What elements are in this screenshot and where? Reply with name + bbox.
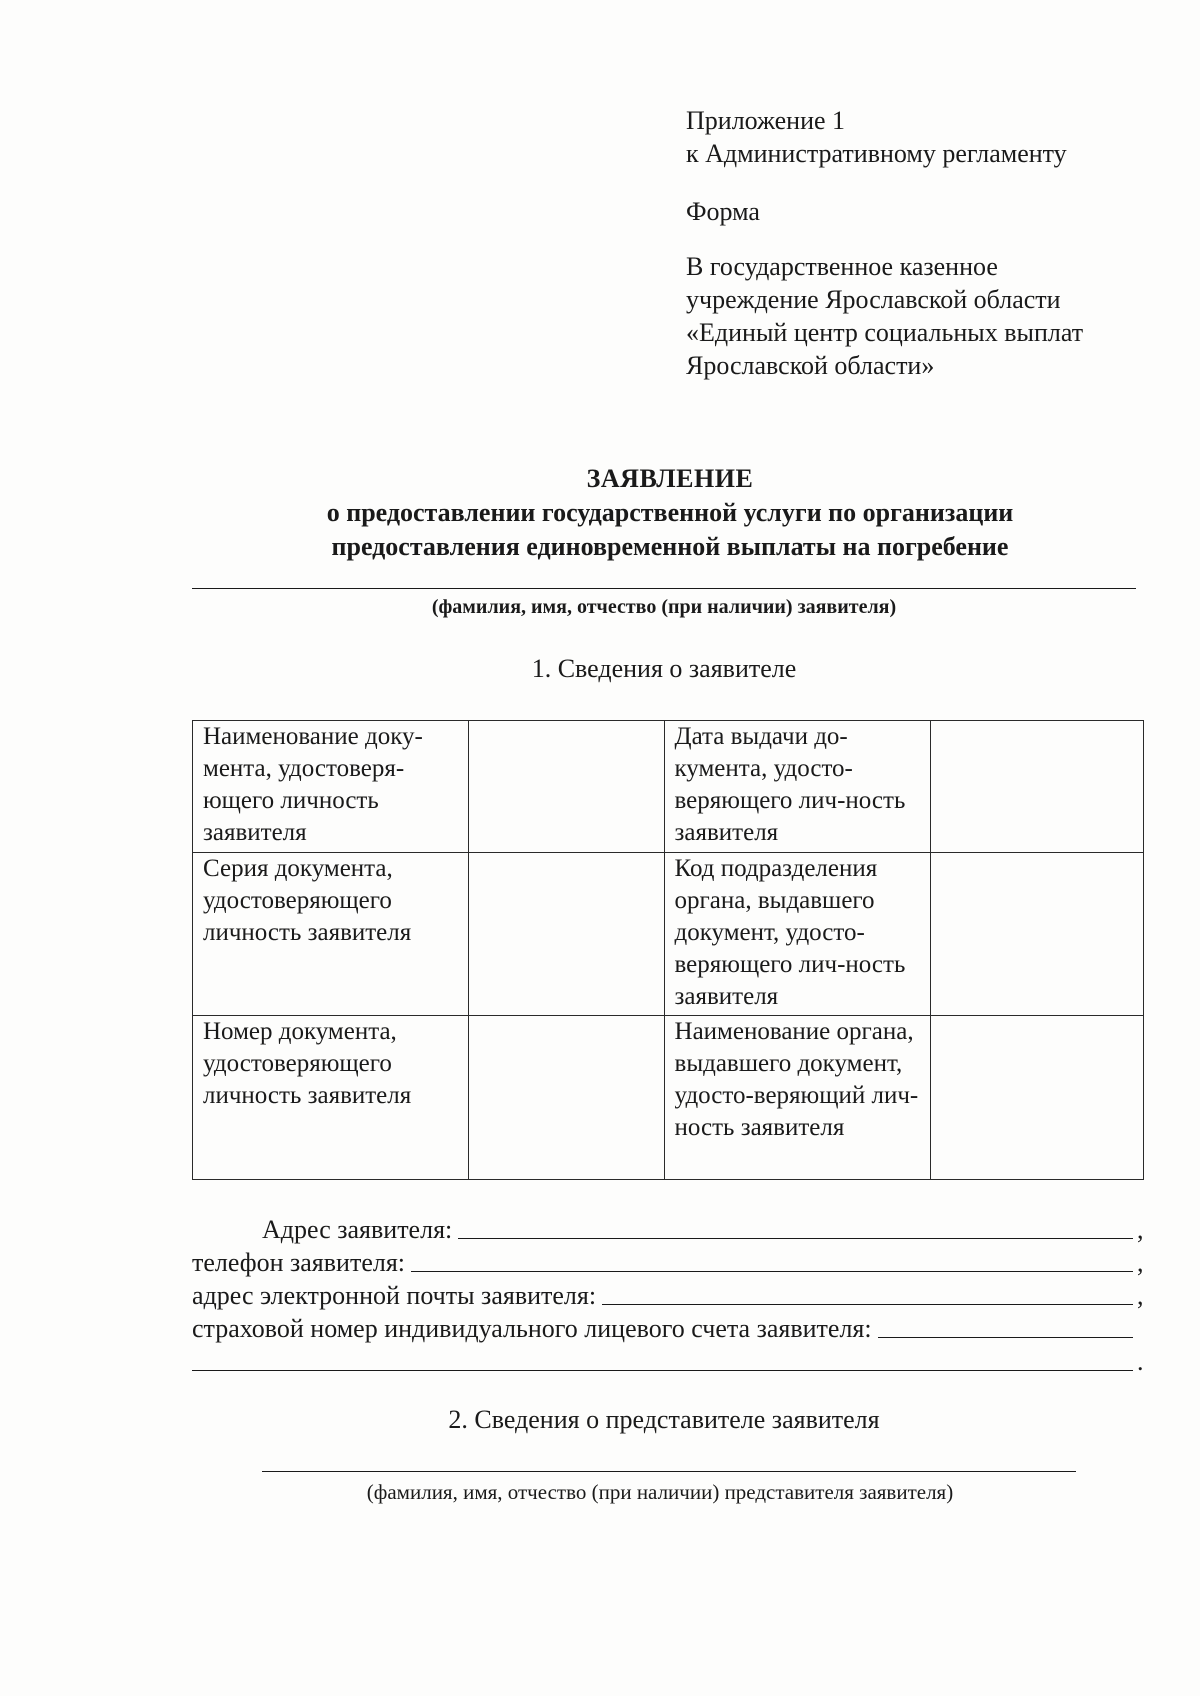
addressee-line-2: учреждение Ярославской области (686, 285, 1061, 314)
addressee-line-4: Ярославской области» (686, 351, 935, 380)
table-value-cell[interactable] (931, 853, 1144, 1016)
table-label-cell: Код подразделения органа, выдавшего документ, удосто-веряющего лич-ность заявителя (664, 853, 931, 1016)
form-label: Форма (686, 197, 760, 226)
phone-row (192, 1246, 1147, 1279)
section-1-heading: 1. Сведения о заявителе (531, 654, 797, 683)
phone-label: телефон заявителя: (192, 1248, 406, 1277)
address-comma: , (1137, 1215, 1144, 1244)
header-block (686, 104, 1156, 382)
table-value-cell[interactable] (468, 853, 664, 1016)
table-value-cell[interactable] (468, 721, 664, 853)
email-comma: , (1137, 1281, 1144, 1310)
title-main: ЗАЯВЛЕНИЕ (586, 464, 754, 493)
email-label: адрес электронной почты заявителя: (192, 1281, 597, 1310)
snils-label: страховой номер индивидуального лицевого счета заявителя: (192, 1314, 872, 1343)
title-line-3: предоставления единовременной выплаты на погребение (331, 532, 1009, 561)
applicant-contacts (192, 1213, 1147, 1378)
table-row (193, 1016, 1144, 1180)
table-label-cell: Номер документа, удостоверяющего личность заявителя (193, 1016, 469, 1180)
address-label: Адрес заявителя: (262, 1215, 453, 1244)
table-row (193, 721, 1144, 853)
table-value-cell[interactable] (931, 721, 1144, 853)
phone-comma: , (1137, 1248, 1144, 1277)
address-field[interactable] (458, 1238, 1133, 1239)
table-label-cell: Наименование органа, выдавшего документ, удосто-веряющий лич-ность заявителя (664, 1016, 931, 1180)
addressee-line-1: В государственное казенное (686, 252, 998, 281)
snils-row (192, 1312, 1147, 1345)
addressee-line-3: «Единый центр социальных выплат (686, 318, 1084, 347)
table-value-cell[interactable] (931, 1016, 1144, 1180)
email-field[interactable] (602, 1304, 1133, 1305)
appendix-line-2: к Административному регламенту (686, 139, 1067, 168)
phone-field[interactable] (411, 1271, 1133, 1272)
snils-period: . (1137, 1347, 1144, 1376)
applicant-document-table (192, 720, 1144, 1180)
document-title (150, 462, 1190, 564)
applicant-name-caption: (фамилия, имя, отчество (при наличии) заявителя) (431, 596, 897, 618)
address-row (192, 1213, 1147, 1246)
table-value-cell[interactable] (468, 1016, 664, 1180)
email-row (192, 1279, 1147, 1312)
section-2-heading: 2. Сведения о представителе заявителя (448, 1405, 880, 1434)
snils-continuation-row (192, 1345, 1147, 1378)
table-label-cell: Дата выдачи до-кумента, удосто-веряющего лич-ность заявителя (664, 721, 931, 853)
representative-name-caption: (фамилия, имя, отчество (при наличии) представителя заявителя) (366, 1480, 954, 1504)
snils-field[interactable] (878, 1337, 1133, 1338)
table-label-cell: Серия документа, удостоверяющего личность заявителя (193, 853, 469, 1016)
snils-field-continuation[interactable] (192, 1370, 1133, 1371)
appendix-line-1: Приложение 1 (686, 106, 846, 135)
applicant-name-field[interactable] (192, 588, 1136, 589)
representative-name-field[interactable] (262, 1471, 1076, 1472)
table-row (193, 853, 1144, 1016)
title-line-2: о предоставлении государственной услуги по организации (326, 498, 1014, 527)
table-label-cell: Наименование доку-мента, удостоверя-ющего личность заявителя (193, 721, 469, 853)
